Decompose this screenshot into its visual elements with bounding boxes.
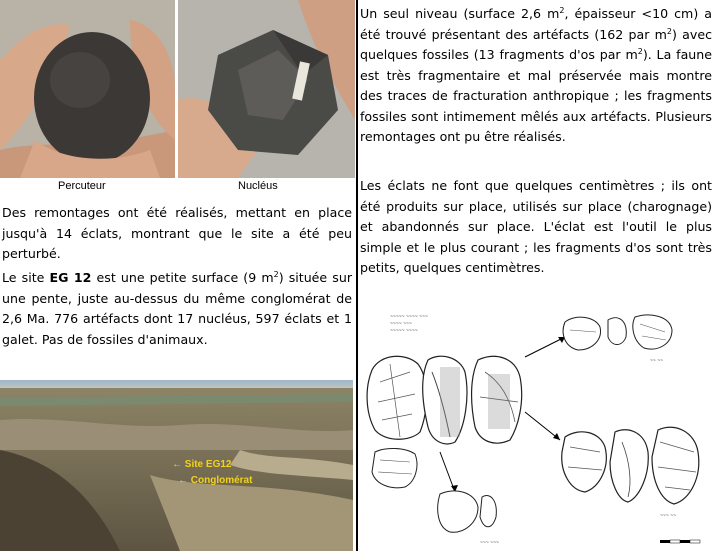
column-divider xyxy=(356,0,358,551)
left-paragraph-1: Des remontages ont été réalisés, mettant en place jusqu'à 14 éclats, montrant que le site a été peu perturbé. xyxy=(2,205,352,261)
left-paragraph-2: Le site EG 12 est une petite surface (9 $m^2$) située sur une pente, juste au-dessus du même conglomérat de 2,6 Ma. 776 artéfacts dont 17 nucléus, 597 éclats et 1 galet. Pas de fossiles d'animaux. xyxy=(2,269,352,347)
arrow-left-icon: ← xyxy=(178,475,188,486)
percuteur-photo xyxy=(0,0,175,178)
landscape-photo xyxy=(0,380,353,551)
svg-text:~~~~~ ~~~~ ~~~: ~~~~~ ~~~~ ~~~ xyxy=(390,314,428,320)
svg-text:~~~~~ ~~~~: ~~~~~ ~~~~ xyxy=(390,328,418,334)
label-conglomerat: ← Conglomérat xyxy=(178,475,253,486)
refit-drawing xyxy=(360,302,712,551)
caption-nucleus: Nucléus xyxy=(238,180,278,192)
right-paragraph-2: Les éclats ne font que quelques centimètres ; ils ont été produits sur place, utilisés sur place (charognage) et abandonnés sur place. L'éclat est l'outil le plus simple et le plus courant ; les fragments d'os sont très petits, quelques centimètres. xyxy=(360,178,712,275)
label-site-eg12: ← Site EG12 xyxy=(172,459,232,470)
svg-text:~~~~ ~~~: ~~~~ ~~~ xyxy=(390,321,412,327)
arrow-left-icon: ← xyxy=(172,459,182,470)
svg-text:~~~ ~~: ~~~ ~~ xyxy=(660,513,676,519)
right-paragraph-1: Un seul niveau (surface 2,6 $m^2$, épaisseur <10 cm) a été trouvé présentant des artéfacts (162 par $m^2$) avec quelques fossiles (13 fragments d'os par $m^2$). La faune est très fragmentaire et mal préservée mais montre des traces de fracturation anthropique ; les fragments fossiles sont intimement mêlés aux artéfacts. Plusieurs remontages ont pu être réalisés. xyxy=(360,5,713,144)
site-name: EG 12 xyxy=(49,270,92,285)
svg-text:~~~ ~~~: ~~~ ~~~ xyxy=(480,540,499,546)
nucleus-photo xyxy=(178,0,355,178)
caption-percuteur: Percuteur xyxy=(58,180,106,192)
svg-text:~~ ~~: ~~ ~~ xyxy=(650,358,664,364)
